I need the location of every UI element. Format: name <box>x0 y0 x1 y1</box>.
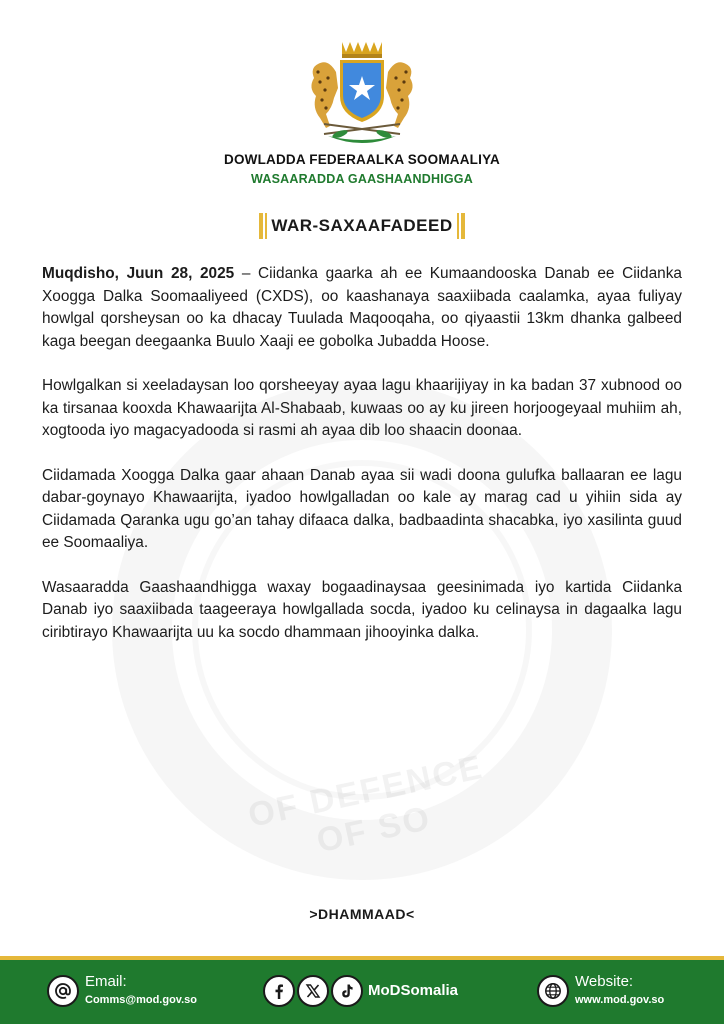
title-container <box>0 213 724 239</box>
shield-icon <box>340 60 384 122</box>
leaves-icon <box>328 128 396 143</box>
footer <box>0 960 724 1024</box>
at-icon <box>47 975 79 1007</box>
website-link[interactable]: www.mod.gov.so <box>575 994 665 1006</box>
ministry-name: WASAARADDA GAASHAANDHIGGA <box>251 172 473 186</box>
paragraph-3: Ciidamada Xoogga Dalka gaar ahaan Danab ayaa sii wadi doona gulufka ballaaran ee lagu dabar-goynayo Khawaarijta, iyadoo howlgalladan oo kale ay marag cad u yihiin sida ay Ciidamada Qaranka ugu go’an tahay difaaca dalka, badbaadinta shacabka, iyo xasilinta guud ee Soomaaliya. <box>42 466 682 551</box>
leopard-left-icon <box>311 62 338 128</box>
social-handle[interactable]: MoDSomalia <box>368 982 459 999</box>
press-release-body <box>42 263 682 666</box>
press-release-title: WAR-SAXAAFADEED <box>259 213 464 239</box>
leopard-right-icon <box>386 62 413 128</box>
letterhead <box>0 152 724 186</box>
end-mark: >DHAMMAAD< <box>309 906 415 922</box>
x-icon[interactable] <box>297 975 329 1007</box>
email-link[interactable]: Comms@mod.gov.so <box>85 994 197 1006</box>
crown-icon <box>342 42 382 58</box>
coat-of-arms-emblem <box>298 38 426 150</box>
government-name: DOWLADDA FEDERAALKA SOOMAALIYA <box>224 152 500 167</box>
paragraph-1 <box>42 263 682 353</box>
paragraph-1-text: – Ciidanka gaarka ah ee Kumaandooska Danab ee Ciidanka Xoogga Dalka Soomaaliyeed (CXDS), oo kaashanaya saaxiibada caalamka, ayaa fuliyay howlgal qorsheysan oo ka dhacay Tuulada Maqooqaha, oo qiyaastii 13km dhanka galbeed kaga beegan deegaanka Buulo Xaaji ee gobolka Jubadda Hoose. <box>42 265 682 350</box>
paragraph-4: Wasaaradda Gaashaandhigga waxay bogaadinaysaa geesinimada iyo kartida Ciidanka Danab iyo saaxiibada taageeraya howlgallada socda, iyadoo ku celinaysa in dagaalka lagu ciribtirayo Khawaarijta uu ka socdo dhammaan jihooyinka dalka. <box>42 578 682 641</box>
globe-icon <box>537 975 569 1007</box>
watermark-text: OF DEFENCE OF SO <box>244 747 487 861</box>
tiktok-icon[interactable] <box>331 975 363 1007</box>
website-label: Website: <box>575 973 634 990</box>
facebook-icon[interactable] <box>263 975 295 1007</box>
dateline: Muqdisho, Juun 28, 2025 <box>42 265 235 282</box>
paragraph-2: Howlgalkan si xeeladaysan loo qorsheeyay ayaa lagu khaarijiyay in ka badan 37 xubnood oo ka tirsanaa kooxda Khawaarijta Al-Shabaab, kuwaas oo ay ku jireen horjoogeyaal muhiim ah, xogtooda iyo magacyadooda si rasmi ah ayaa dib loo shaacin doonaa. <box>42 377 682 439</box>
email-label: Email: <box>85 973 127 990</box>
